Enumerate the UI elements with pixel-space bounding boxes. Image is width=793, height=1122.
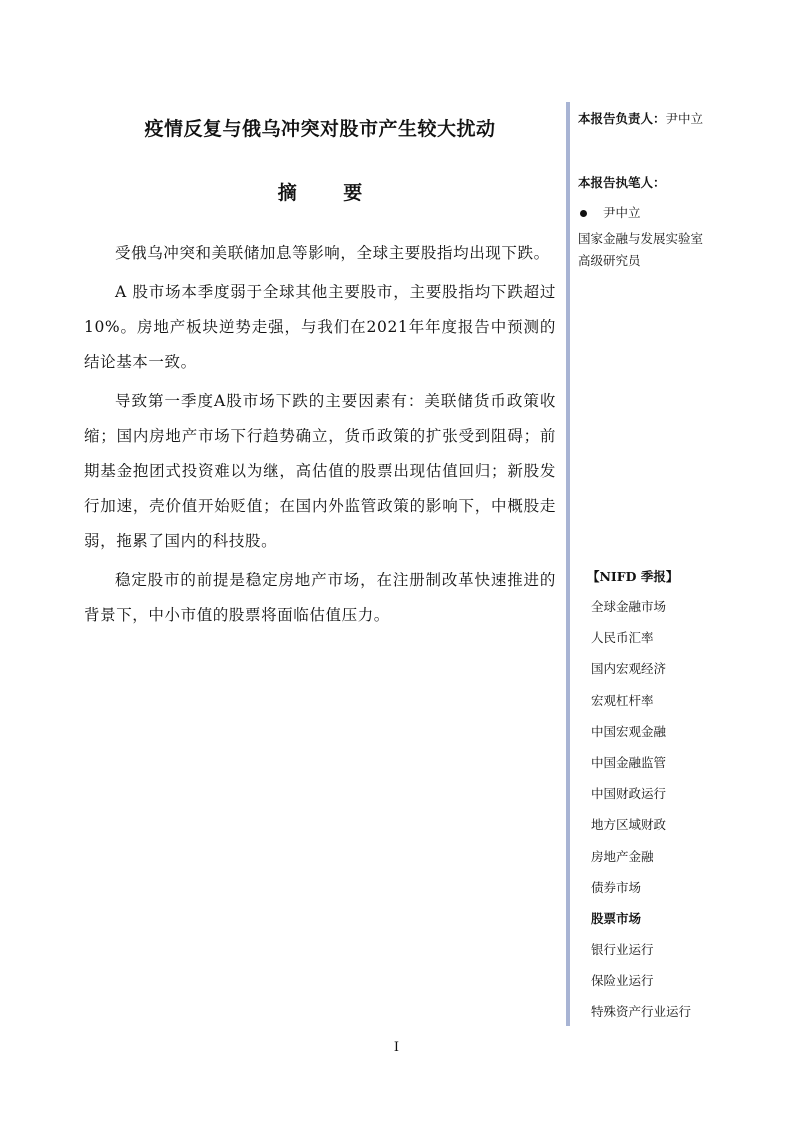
page-number: I bbox=[393, 1040, 400, 1055]
series-item: 中国财政运行 bbox=[591, 786, 667, 802]
series-item: 地方区域财政 bbox=[591, 817, 667, 833]
writer-affiliation bbox=[578, 228, 768, 272]
series-item: 房地产金融 bbox=[591, 848, 654, 864]
writer-entry bbox=[578, 202, 641, 224]
sidebar-divider bbox=[566, 102, 570, 1026]
responsible-name: 尹中立 bbox=[665, 111, 704, 126]
series-list-panel bbox=[587, 566, 781, 1033]
series-item: 银行业运行 bbox=[591, 942, 654, 958]
abstract-paragraph: A 股市场本季度弱于全球其他主要股市，主要股指均下跌超过10%。房地产板块逆势走强，与我们在2021年年度报告中预测的结论基本一致。 bbox=[84, 283, 556, 371]
responsible-label: 本报告负责人： bbox=[578, 111, 666, 126]
series-item: 保险业运行 bbox=[591, 973, 654, 989]
series-list bbox=[591, 596, 781, 1033]
abstract-heading: 摘 要 bbox=[277, 182, 383, 204]
writer-name: 尹中立 bbox=[603, 205, 641, 220]
series-item: 国内宏观经济 bbox=[591, 661, 667, 677]
series-item: 中国宏观金融 bbox=[591, 723, 667, 739]
series-item: 中国金融监管 bbox=[591, 754, 667, 770]
affiliation-line: 国家金融与发展实验室 bbox=[578, 231, 704, 246]
series-item: 人民币汇率 bbox=[591, 630, 654, 646]
abstract-paragraph: 受俄乌冲突和美联储加息等影响，全球主要股指均出现下跌。 bbox=[115, 244, 550, 262]
series-item: 股票市场 bbox=[591, 910, 642, 926]
series-item: 全球金融市场 bbox=[591, 599, 667, 614]
series-title: 【NIFD 季报】 bbox=[587, 569, 679, 584]
abstract-paragraph: 导致第一季度A股市场下跌的主要因素有：美联储货币政策收缩；国内房地产市场下行趋势确立，货币政策的扩张受到阻碍；前期基金抱团式投资难以为继，高估值的股票出现估值回归；新股发行加速，壳价值开始贬值；在国内外监管政策的影响下，中概股走弱，拖累了国内的科技股。 bbox=[84, 392, 556, 550]
series-item: 宏观杠杆率 bbox=[591, 692, 654, 708]
series-item: 债券市场 bbox=[591, 879, 642, 895]
responsible-person bbox=[578, 108, 703, 130]
series-item: 特殊资产行业运行 bbox=[591, 1004, 692, 1020]
affiliation-line: 高级研究员 bbox=[578, 253, 641, 268]
report-title: 疫情反复与俄乌冲突对股市产生较大扰动 bbox=[144, 118, 496, 140]
writer-label: 本报告执笔人： bbox=[578, 175, 666, 190]
abstract-body bbox=[84, 236, 556, 637]
bullet-icon bbox=[580, 210, 587, 217]
abstract-paragraph: 稳定股市的前提是稳定房地产市场，在注册制改革快速推进的背景下，中小市值的股票将面临估值压力。 bbox=[84, 571, 556, 624]
